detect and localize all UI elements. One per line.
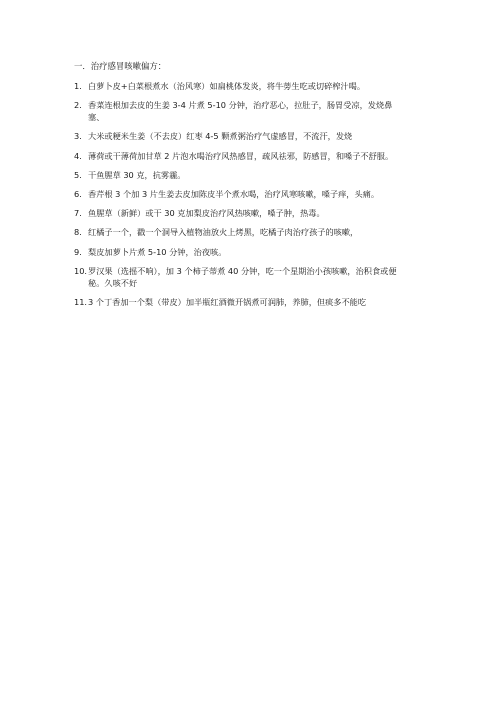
list-item-text: 3 个丁香加一个梨（带皮）加半瓶红酒微开锅煮可润肺，养肺，但痰多不能吃 xyxy=(88,296,367,307)
remedy-list xyxy=(74,80,434,308)
list-item-number: 2. xyxy=(74,100,82,111)
list-item xyxy=(74,296,434,308)
list-item-number: 6. xyxy=(74,188,82,199)
list-item-number: 3. xyxy=(74,131,82,142)
list-item-text: 香菜连根加去皮的生姜 3-4 片煮 5-10 分钟，治疗恶心，拉肚子，肠胃受凉，发烧鼻塞、 xyxy=(88,100,393,123)
document-body xyxy=(74,60,434,315)
list-item xyxy=(74,150,434,162)
list-item xyxy=(74,246,434,258)
list-item-text: 薄荷或干薄荷加甘草 2 片泡水喝治疗风热感冒，疏风祛邪，防感冒，和嗓子不舒服。 xyxy=(88,150,394,161)
list-item-number: 5. xyxy=(74,169,82,180)
list-item xyxy=(74,207,434,219)
list-item-text: 罗汉果（选摇不响），加 3 个柿子蒂煮 40 分钟，吃一个星期治小孩咳嗽，治积食或便秘。久咳不好 xyxy=(88,265,397,288)
list-item-text: 梨皮加萝卜片煮 5-10 分钟，治夜咳。 xyxy=(88,246,227,257)
list-item xyxy=(74,80,434,92)
section-heading: 一．治疗感冒咳嗽偏方： xyxy=(74,61,167,71)
list-item xyxy=(74,99,434,123)
list-item-number: 7. xyxy=(74,208,82,219)
list-item-text: 白萝卜皮+白菜根煮水（治风寒）如扁桃体发炎，将牛蒡生吃或切碎榨汁喝。 xyxy=(88,81,366,91)
list-item-number: 4. xyxy=(74,150,82,161)
list-item-number: 10. xyxy=(74,265,88,276)
list-item-text: 香芹根 3 个加 3 片生姜去皮加陈皮半个煮水喝，治疗风寒咳嗽，嗓子痒，头痛。 xyxy=(88,188,380,199)
list-item-number: 8. xyxy=(74,227,82,238)
list-item-number: 9. xyxy=(74,246,82,257)
list-item-number: 1. xyxy=(74,81,82,91)
list-item-text: 红橘子一个，戳一个洞导入植物油放火上烤黑，吃橘子肉治疗孩子的咳嗽， xyxy=(88,227,359,238)
list-item xyxy=(74,188,434,200)
list-item xyxy=(74,169,434,181)
list-item xyxy=(74,265,434,289)
list-item-text: 大米或粳米生姜（不去皮）红枣 4-5 颗煮粥治疗气虚感冒，不流汗，发烧 xyxy=(88,131,353,142)
list-item-text: 干鱼腥草 30 克，抗雾霾。 xyxy=(88,169,186,180)
list-item-number: 11. xyxy=(74,296,88,307)
list-item-text: 鱼腥草（新鲜）或干 30 克加梨皮治疗风热咳嗽，嗓子肿，热毒。 xyxy=(88,208,325,219)
list-item xyxy=(74,226,434,238)
list-item xyxy=(74,130,434,142)
